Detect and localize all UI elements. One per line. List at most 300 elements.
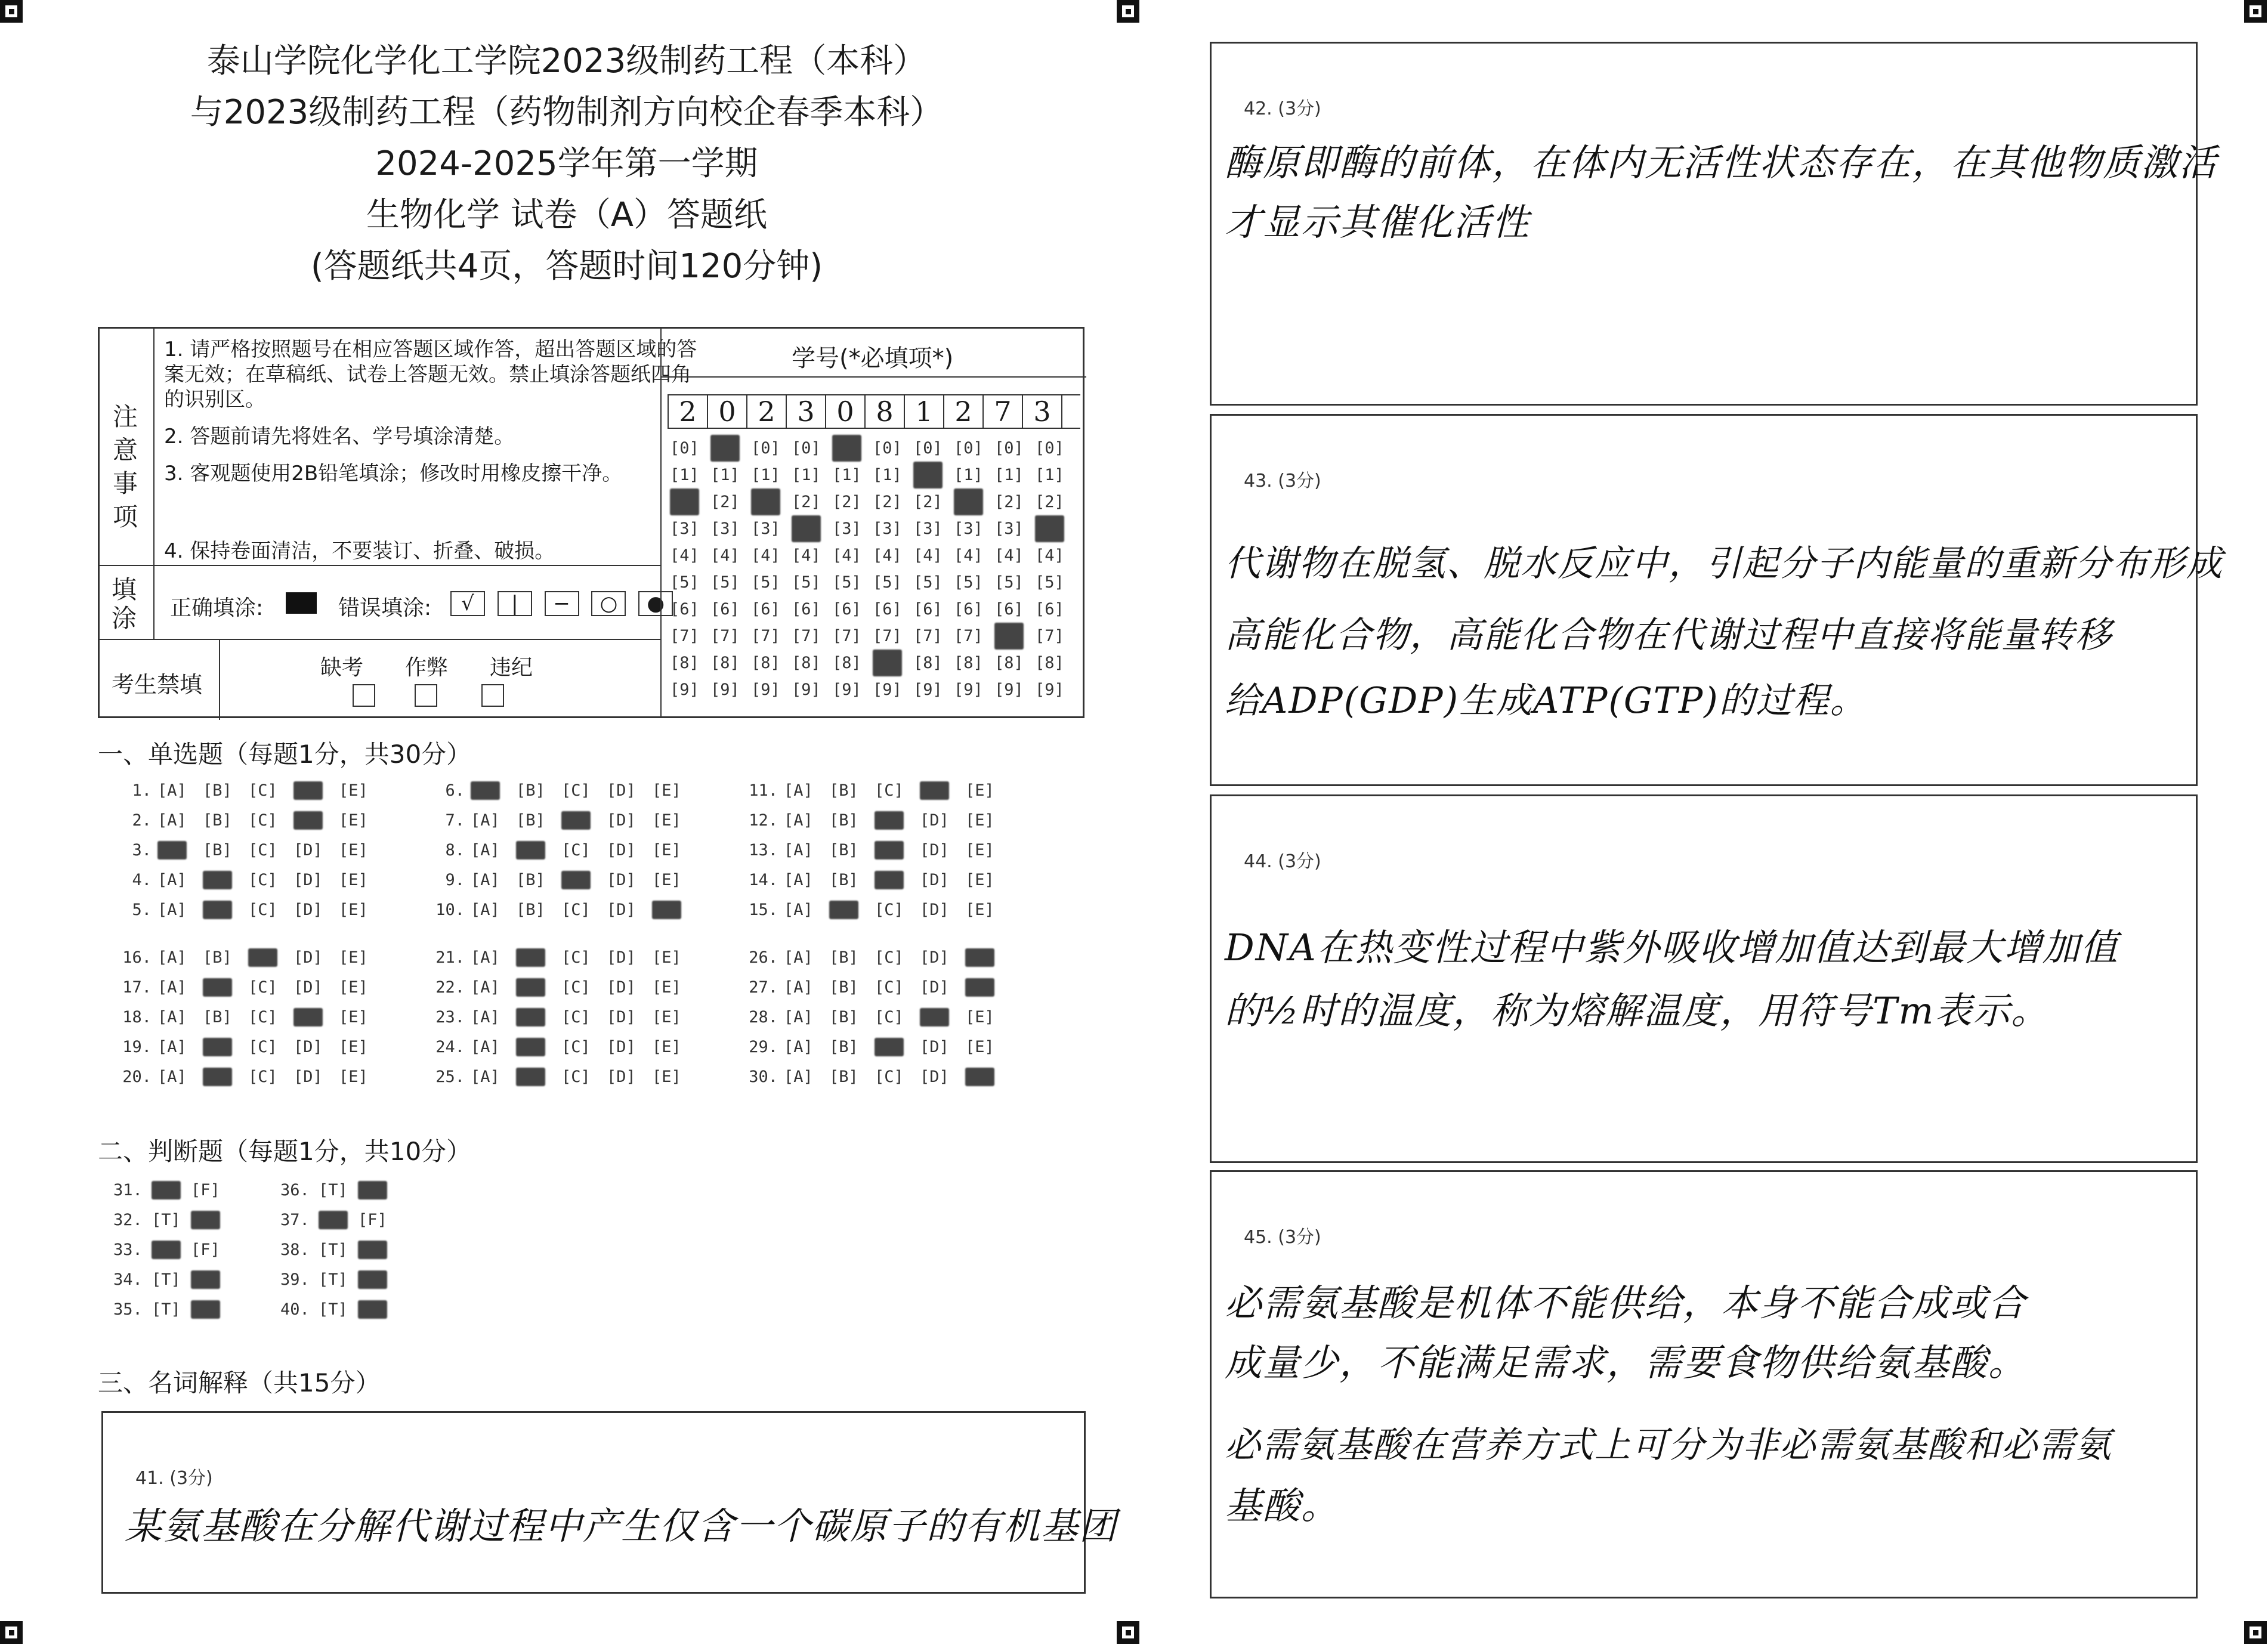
mc-option-bubble[interactable]: [D] bbox=[920, 811, 949, 830]
mc-option-bubble[interactable]: [C] bbox=[875, 901, 904, 919]
mc-option-bubble[interactable]: [D] bbox=[920, 1068, 949, 1086]
mc-option-bubble[interactable]: [E] bbox=[339, 978, 368, 997]
id-bubble[interactable]: [9] bbox=[792, 681, 821, 699]
mc-question-row[interactable] bbox=[113, 811, 384, 830]
mc-option-bubble[interactable]: [A] bbox=[784, 811, 813, 830]
mc-option-bubble[interactable]: [B] bbox=[829, 781, 858, 800]
mc-option-bubble[interactable]: [C] bbox=[248, 1008, 277, 1026]
mc-option-bubble[interactable]: [D] bbox=[607, 901, 636, 919]
tf-question-row[interactable] bbox=[113, 1270, 230, 1289]
mc-option-bubble[interactable]: [E] bbox=[652, 901, 681, 919]
mc-option-bubble[interactable]: [A] bbox=[157, 948, 187, 967]
tf-option-bubble[interactable]: [T] bbox=[319, 1300, 348, 1319]
mc-option-bubble[interactable]: [C] bbox=[248, 1038, 277, 1056]
mc-option-bubble[interactable]: [E] bbox=[339, 871, 368, 889]
mc-option-bubble[interactable]: [E] bbox=[965, 901, 994, 919]
mc-option-bubble[interactable]: [B] bbox=[203, 1068, 232, 1086]
mc-option-bubble[interactable]: [B] bbox=[516, 841, 545, 859]
id-bubble[interactable]: [8] bbox=[994, 654, 1024, 672]
id-bubble[interactable]: [2] bbox=[832, 493, 861, 511]
mc-option-bubble[interactable]: [D] bbox=[293, 1038, 323, 1056]
id-bubble[interactable]: [9] bbox=[954, 681, 983, 699]
id-bubble[interactable]: [9] bbox=[1035, 681, 1064, 699]
mc-question-row[interactable] bbox=[740, 1008, 1011, 1026]
id-bubble[interactable]: [9] bbox=[710, 681, 740, 699]
mc-option-bubble[interactable]: [A] bbox=[471, 901, 500, 919]
mc-option-bubble[interactable]: [D] bbox=[920, 781, 949, 800]
answer-box-q41[interactable] bbox=[101, 1411, 1118, 1594]
id-bubble[interactable]: [0] bbox=[670, 439, 699, 457]
id-bubble[interactable]: [8] bbox=[913, 654, 943, 672]
id-bubble[interactable]: [8] bbox=[832, 654, 861, 672]
mc-question-row[interactable] bbox=[740, 1038, 1011, 1056]
mc-option-bubble[interactable]: [A] bbox=[157, 811, 187, 830]
mc-option-bubble[interactable]: [E] bbox=[339, 1068, 368, 1086]
mc-option-bubble[interactable]: [E] bbox=[965, 1008, 994, 1026]
mc-option-bubble[interactable]: [B] bbox=[203, 1008, 232, 1026]
tf-question-row[interactable] bbox=[113, 1211, 230, 1229]
mc-option-bubble[interactable]: [B] bbox=[516, 811, 545, 830]
mc-option-bubble[interactable]: [E] bbox=[339, 1038, 368, 1056]
mc-option-bubble[interactable]: [A] bbox=[471, 1068, 500, 1086]
id-bubble[interactable]: [1] bbox=[873, 466, 902, 484]
mc-question-row[interactable] bbox=[113, 781, 384, 800]
tf-option-bubble[interactable]: [F] bbox=[358, 1181, 387, 1199]
mc-option-bubble[interactable]: [C] bbox=[561, 841, 591, 859]
mc-option-bubble[interactable]: [E] bbox=[965, 841, 994, 859]
mc-option-bubble[interactable]: [B] bbox=[516, 781, 545, 800]
id-bubble[interactable]: [0] bbox=[913, 439, 943, 457]
id-bubble[interactable]: [9] bbox=[994, 681, 1024, 699]
mc-option-bubble[interactable]: [C] bbox=[875, 871, 904, 889]
id-bubble[interactable]: [9] bbox=[873, 681, 902, 699]
mc-option-bubble[interactable]: [B] bbox=[829, 978, 858, 997]
mc-option-bubble[interactable]: [A] bbox=[471, 781, 500, 800]
mc-option-bubble[interactable]: [C] bbox=[875, 1068, 904, 1086]
mc-option-bubble[interactable]: [A] bbox=[157, 1068, 187, 1086]
mc-option-bubble[interactable]: [D] bbox=[607, 871, 636, 889]
mc-option-bubble[interactable]: [C] bbox=[248, 1068, 277, 1086]
mc-option-bubble[interactable]: [A] bbox=[784, 1068, 813, 1086]
mc-option-bubble[interactable]: [E] bbox=[339, 948, 368, 967]
mc-option-bubble[interactable]: [C] bbox=[875, 1008, 904, 1026]
mc-option-bubble[interactable]: [E] bbox=[652, 1038, 681, 1056]
id-bubble[interactable]: [1] bbox=[710, 466, 740, 484]
id-bubble[interactable]: [1] bbox=[954, 466, 983, 484]
tf-option-bubble[interactable]: [F] bbox=[358, 1241, 387, 1259]
id-bubble[interactable]: [2] bbox=[1035, 493, 1064, 511]
mc-option-bubble[interactable]: [C] bbox=[875, 1038, 904, 1056]
tf-option-bubble[interactable]: [T] bbox=[152, 1181, 181, 1199]
id-bubble[interactable]: [7] bbox=[954, 627, 983, 645]
id-bubble[interactable]: [5] bbox=[710, 573, 740, 592]
answer-box-q43[interactable] bbox=[1210, 414, 2223, 786]
mc-option-bubble[interactable]: [A] bbox=[784, 871, 813, 889]
id-bubble[interactable]: [2] bbox=[913, 493, 943, 511]
mc-option-bubble[interactable]: [E] bbox=[965, 871, 994, 889]
mc-option-bubble[interactable]: [C] bbox=[248, 871, 277, 889]
mc-option-bubble[interactable]: [B] bbox=[516, 948, 545, 967]
mc-option-bubble[interactable]: [A] bbox=[784, 841, 813, 859]
mc-option-bubble[interactable]: [D] bbox=[293, 948, 323, 967]
mc-question-row[interactable] bbox=[427, 871, 697, 889]
id-bubble[interactable]: [2] bbox=[873, 493, 902, 511]
tf-option-bubble[interactable]: [T] bbox=[319, 1181, 348, 1199]
mc-option-bubble[interactable]: [B] bbox=[829, 841, 858, 859]
answer-box-q44[interactable] bbox=[1210, 794, 2198, 1163]
id-bubble[interactable]: [3] bbox=[670, 520, 699, 538]
id-bubble[interactable]: [6] bbox=[873, 600, 902, 619]
mc-question-row[interactable] bbox=[427, 901, 697, 919]
mc-option-bubble[interactable]: [A] bbox=[471, 1008, 500, 1026]
id-bubble[interactable]: [4] bbox=[792, 546, 821, 565]
mc-option-bubble[interactable]: [A] bbox=[784, 948, 813, 967]
mc-question-row[interactable] bbox=[427, 1038, 697, 1056]
tf-option-bubble[interactable]: [F] bbox=[191, 1300, 220, 1319]
mc-question-row[interactable] bbox=[113, 948, 384, 967]
mc-option-bubble[interactable]: [C] bbox=[875, 948, 904, 967]
mc-question-row[interactable] bbox=[740, 901, 1011, 919]
mc-question-row[interactable] bbox=[427, 841, 697, 859]
cheat-checkbox[interactable] bbox=[415, 684, 437, 707]
id-bubble[interactable]: [0] bbox=[954, 439, 983, 457]
id-bubble[interactable]: [0] bbox=[994, 439, 1024, 457]
id-bubble[interactable]: [5] bbox=[1035, 573, 1064, 592]
id-bubble[interactable]: [3] bbox=[751, 520, 780, 538]
mc-option-bubble[interactable]: [A] bbox=[157, 901, 187, 919]
id-bubble[interactable]: [8] bbox=[670, 654, 699, 672]
id-bubble[interactable]: [0] bbox=[1035, 439, 1064, 457]
mc-option-bubble[interactable]: [D] bbox=[293, 1008, 323, 1026]
absent-checkbox[interactable] bbox=[353, 684, 375, 707]
mc-option-bubble[interactable]: [D] bbox=[607, 1068, 636, 1086]
id-bubble[interactable]: [7] bbox=[913, 627, 943, 645]
tf-option-bubble[interactable]: [F] bbox=[358, 1300, 387, 1319]
mc-option-bubble[interactable]: [D] bbox=[607, 841, 636, 859]
id-bubble[interactable]: [1] bbox=[832, 466, 861, 484]
mc-option-bubble[interactable]: [D] bbox=[293, 811, 323, 830]
mc-option-bubble[interactable]: [E] bbox=[339, 901, 368, 919]
id-bubble[interactable]: [3] bbox=[913, 520, 943, 538]
mc-option-bubble[interactable]: [B] bbox=[829, 1038, 858, 1056]
mc-option-bubble[interactable]: [E] bbox=[965, 1038, 994, 1056]
tf-question-row[interactable] bbox=[113, 1241, 230, 1259]
mc-option-bubble[interactable]: [C] bbox=[248, 978, 277, 997]
mc-option-bubble[interactable]: [A] bbox=[784, 901, 813, 919]
mc-option-bubble[interactable]: [B] bbox=[203, 901, 232, 919]
tf-question-row[interactable] bbox=[280, 1181, 397, 1199]
mc-option-bubble[interactable]: [C] bbox=[561, 811, 591, 830]
id-bubble[interactable]: [6] bbox=[832, 600, 861, 619]
id-bubble[interactable]: [7] bbox=[792, 627, 821, 645]
tf-option-bubble[interactable]: [T] bbox=[319, 1241, 348, 1259]
id-bubble[interactable]: [1] bbox=[792, 466, 821, 484]
mc-option-bubble[interactable]: [C] bbox=[561, 1038, 591, 1056]
mc-option-bubble[interactable]: [E] bbox=[339, 841, 368, 859]
tf-question-row[interactable] bbox=[113, 1300, 230, 1319]
id-bubble[interactable]: [7] bbox=[751, 627, 780, 645]
mc-option-bubble[interactable]: [E] bbox=[965, 811, 994, 830]
mc-question-row[interactable] bbox=[113, 1068, 384, 1086]
id-bubble[interactable]: [6] bbox=[1035, 600, 1064, 619]
id-bubble[interactable]: [4] bbox=[913, 546, 943, 565]
mc-option-bubble[interactable]: [A] bbox=[471, 841, 500, 859]
id-bubble[interactable]: [2] bbox=[710, 493, 740, 511]
id-bubble[interactable]: [5] bbox=[832, 573, 861, 592]
mc-option-bubble[interactable]: [E] bbox=[652, 978, 681, 997]
id-bubble[interactable]: [8] bbox=[1035, 654, 1064, 672]
id-bubble[interactable]: [8] bbox=[710, 654, 740, 672]
id-bubble[interactable]: [5] bbox=[913, 573, 943, 592]
mc-option-bubble[interactable]: [C] bbox=[248, 811, 277, 830]
mc-option-bubble[interactable]: [D] bbox=[293, 901, 323, 919]
mc-question-row[interactable] bbox=[113, 1038, 384, 1056]
mc-option-bubble[interactable]: [E] bbox=[965, 781, 994, 800]
mc-option-bubble[interactable]: [C] bbox=[875, 841, 904, 859]
mc-option-bubble[interactable]: [D] bbox=[920, 1008, 949, 1026]
mc-option-bubble[interactable]: [B] bbox=[203, 1038, 232, 1056]
mc-question-row[interactable] bbox=[427, 781, 697, 800]
id-bubble[interactable]: [3] bbox=[832, 520, 861, 538]
mc-option-bubble[interactable]: [C] bbox=[561, 871, 591, 889]
mc-option-bubble[interactable]: [D] bbox=[293, 781, 323, 800]
mc-option-bubble[interactable]: [C] bbox=[248, 781, 277, 800]
id-bubble[interactable]: [1] bbox=[670, 466, 699, 484]
mc-option-bubble[interactable]: [C] bbox=[561, 978, 591, 997]
mc-option-bubble[interactable]: [E] bbox=[652, 871, 681, 889]
id-bubble[interactable]: [8] bbox=[873, 650, 913, 676]
tf-option-bubble[interactable]: [T] bbox=[152, 1241, 181, 1259]
id-bubble[interactable]: [1] bbox=[994, 466, 1024, 484]
mc-option-bubble[interactable]: [D] bbox=[920, 1038, 949, 1056]
mc-option-bubble[interactable]: [C] bbox=[875, 811, 904, 830]
mc-option-bubble[interactable]: [A] bbox=[784, 1038, 813, 1056]
mc-option-bubble[interactable]: [C] bbox=[561, 1068, 591, 1086]
mc-option-bubble[interactable]: [A] bbox=[157, 1008, 187, 1026]
mc-option-bubble[interactable]: [D] bbox=[607, 948, 636, 967]
tf-option-bubble[interactable]: [F] bbox=[358, 1270, 387, 1289]
mc-question-row[interactable] bbox=[740, 781, 1011, 800]
mc-option-bubble[interactable]: [B] bbox=[829, 871, 858, 889]
mc-question-row[interactable] bbox=[113, 841, 384, 859]
answer-box-q45[interactable] bbox=[1210, 1170, 2198, 1598]
mc-option-bubble[interactable]: [A] bbox=[784, 781, 813, 800]
mc-question-row[interactable] bbox=[427, 1068, 697, 1086]
mc-option-bubble[interactable]: [D] bbox=[920, 871, 949, 889]
id-bubble[interactable]: [1] bbox=[913, 462, 954, 488]
mc-option-bubble[interactable]: [B] bbox=[516, 978, 545, 997]
mc-option-bubble[interactable]: [C] bbox=[248, 901, 277, 919]
id-bubble[interactable]: [4] bbox=[751, 546, 780, 565]
mc-option-bubble[interactable]: [D] bbox=[920, 841, 949, 859]
mc-option-bubble[interactable]: [D] bbox=[607, 1008, 636, 1026]
mc-question-row[interactable] bbox=[740, 871, 1011, 889]
mc-option-bubble[interactable]: [C] bbox=[561, 1008, 591, 1026]
mc-option-bubble[interactable]: [C] bbox=[561, 948, 591, 967]
mc-question-row[interactable] bbox=[113, 901, 384, 919]
mc-option-bubble[interactable]: [E] bbox=[652, 948, 681, 967]
mc-option-bubble[interactable]: [E] bbox=[965, 978, 994, 997]
id-bubble[interactable]: [3] bbox=[710, 520, 740, 538]
mc-option-bubble[interactable]: [A] bbox=[784, 978, 813, 997]
mc-option-bubble[interactable]: [E] bbox=[652, 781, 681, 800]
id-bubble[interactable]: [2] bbox=[792, 493, 821, 511]
mc-option-bubble[interactable]: [B] bbox=[829, 811, 858, 830]
tf-option-bubble[interactable]: [F] bbox=[191, 1181, 220, 1199]
tf-option-bubble[interactable]: [F] bbox=[191, 1270, 220, 1289]
mc-option-bubble[interactable]: [A] bbox=[471, 978, 500, 997]
id-bubble[interactable]: [6] bbox=[994, 600, 1024, 619]
tf-question-row[interactable] bbox=[280, 1241, 397, 1259]
mc-option-bubble[interactable]: [E] bbox=[652, 811, 681, 830]
id-bubble[interactable]: [7] bbox=[670, 627, 699, 645]
mc-option-bubble[interactable]: [B] bbox=[516, 1038, 545, 1056]
tf-option-bubble[interactable]: [T] bbox=[319, 1211, 348, 1229]
mc-option-bubble[interactable]: [C] bbox=[875, 781, 904, 800]
id-bubble[interactable]: [6] bbox=[710, 600, 740, 619]
mc-option-bubble[interactable]: [A] bbox=[157, 978, 187, 997]
mc-option-bubble[interactable]: [D] bbox=[293, 841, 323, 859]
id-bubble[interactable]: [1] bbox=[1035, 466, 1064, 484]
id-bubble[interactable]: [2] bbox=[954, 488, 994, 515]
mc-option-bubble[interactable]: [B] bbox=[203, 978, 232, 997]
mc-question-row[interactable] bbox=[740, 841, 1011, 859]
student-id-bubble-grid[interactable] bbox=[670, 435, 1082, 703]
id-bubble[interactable]: [0] bbox=[710, 435, 751, 462]
mc-option-bubble[interactable]: [A] bbox=[157, 841, 187, 859]
mc-question-row[interactable] bbox=[113, 978, 384, 997]
id-bubble[interactable]: [7] bbox=[1035, 627, 1064, 645]
true-false-bubble-grid[interactable] bbox=[113, 1181, 471, 1330]
mc-option-bubble[interactable]: [A] bbox=[471, 871, 500, 889]
mc-option-bubble[interactable]: [E] bbox=[652, 1068, 681, 1086]
id-bubble[interactable]: [2] bbox=[751, 488, 792, 515]
id-bubble[interactable]: [5] bbox=[994, 573, 1024, 592]
id-bubble[interactable]: [5] bbox=[873, 573, 902, 592]
mc-option-bubble[interactable]: [E] bbox=[965, 948, 994, 967]
id-bubble[interactable]: [4] bbox=[994, 546, 1024, 565]
id-bubble[interactable]: [5] bbox=[670, 573, 699, 592]
mc-question-row[interactable] bbox=[113, 1008, 384, 1026]
id-bubble[interactable]: [1] bbox=[751, 466, 780, 484]
id-bubble[interactable]: [3] bbox=[1035, 515, 1076, 542]
id-bubble[interactable]: [6] bbox=[670, 600, 699, 619]
mc-question-row[interactable] bbox=[740, 978, 1011, 997]
id-bubble[interactable]: [4] bbox=[873, 546, 902, 565]
tf-option-bubble[interactable]: [T] bbox=[319, 1270, 348, 1289]
answer-box-q42[interactable] bbox=[1210, 42, 2218, 406]
id-bubble[interactable]: [8] bbox=[954, 654, 983, 672]
mc-option-bubble[interactable]: [B] bbox=[516, 901, 545, 919]
id-bubble[interactable]: [3] bbox=[873, 520, 902, 538]
id-bubble[interactable]: [7] bbox=[873, 627, 902, 645]
id-bubble[interactable]: [6] bbox=[751, 600, 780, 619]
mc-question-row[interactable] bbox=[427, 811, 697, 830]
mc-option-bubble[interactable]: [D] bbox=[920, 948, 949, 967]
mc-option-bubble[interactable]: [D] bbox=[607, 781, 636, 800]
id-bubble[interactable]: [6] bbox=[954, 600, 983, 619]
mc-question-row[interactable] bbox=[427, 1008, 697, 1026]
mc-option-bubble[interactable]: [B] bbox=[829, 1068, 858, 1086]
mc-option-bubble[interactable]: [B] bbox=[203, 841, 232, 859]
id-bubble[interactable]: [5] bbox=[954, 573, 983, 592]
mc-question-row[interactable] bbox=[427, 978, 697, 997]
id-bubble[interactable]: [0] bbox=[751, 439, 780, 457]
mc-option-bubble[interactable]: [B] bbox=[203, 781, 232, 800]
mc-option-bubble[interactable]: [C] bbox=[875, 978, 904, 997]
id-bubble[interactable]: [5] bbox=[751, 573, 780, 592]
mc-question-row[interactable] bbox=[740, 948, 1011, 967]
id-bubble[interactable]: [3] bbox=[792, 515, 832, 542]
mc-option-bubble[interactable]: [A] bbox=[471, 948, 500, 967]
tf-option-bubble[interactable]: [T] bbox=[152, 1300, 181, 1319]
id-bubble[interactable]: [9] bbox=[751, 681, 780, 699]
mc-option-bubble[interactable]: [E] bbox=[339, 781, 368, 800]
violation-checkbox[interactable] bbox=[481, 684, 504, 707]
mc-question-row[interactable] bbox=[113, 871, 384, 889]
mc-option-bubble[interactable]: [E] bbox=[652, 841, 681, 859]
id-bubble[interactable]: [7] bbox=[994, 623, 1035, 650]
mc-option-bubble[interactable]: [B] bbox=[203, 871, 232, 889]
mc-option-bubble[interactable]: [E] bbox=[339, 1008, 368, 1026]
tf-option-bubble[interactable]: [F] bbox=[191, 1241, 220, 1259]
id-bubble[interactable]: [9] bbox=[670, 681, 699, 699]
mc-option-bubble[interactable]: [A] bbox=[784, 1008, 813, 1026]
tf-option-bubble[interactable]: [F] bbox=[191, 1211, 220, 1229]
mc-option-bubble[interactable]: [D] bbox=[607, 978, 636, 997]
id-bubble[interactable]: [0] bbox=[792, 439, 821, 457]
id-bubble[interactable]: [6] bbox=[792, 600, 821, 619]
mc-option-bubble[interactable]: [C] bbox=[561, 781, 591, 800]
id-bubble[interactable]: [7] bbox=[832, 627, 861, 645]
id-bubble[interactable]: [8] bbox=[792, 654, 821, 672]
id-bubble[interactable]: [2] bbox=[670, 488, 710, 515]
id-bubble[interactable]: [6] bbox=[913, 600, 943, 619]
mc-question-row[interactable] bbox=[740, 811, 1011, 830]
id-bubble[interactable]: [3] bbox=[954, 520, 983, 538]
tf-question-row[interactable] bbox=[280, 1211, 397, 1229]
mc-option-bubble[interactable]: [B] bbox=[829, 1008, 858, 1026]
mc-option-bubble[interactable]: [A] bbox=[471, 811, 500, 830]
tf-question-row[interactable] bbox=[113, 1181, 230, 1199]
mc-option-bubble[interactable]: [E] bbox=[965, 1068, 994, 1086]
mc-option-bubble[interactable]: [A] bbox=[157, 1038, 187, 1056]
mc-option-bubble[interactable]: [D] bbox=[920, 901, 949, 919]
mc-option-bubble[interactable]: [E] bbox=[652, 1008, 681, 1026]
mc-option-bubble[interactable]: [D] bbox=[607, 1038, 636, 1056]
mc-option-bubble[interactable]: [D] bbox=[293, 1068, 323, 1086]
mc-option-bubble[interactable]: [B] bbox=[203, 948, 232, 967]
mc-option-bubble[interactable]: [B] bbox=[516, 1068, 545, 1086]
mc-option-bubble[interactable]: [C] bbox=[248, 948, 277, 967]
id-bubble[interactable]: [5] bbox=[792, 573, 821, 592]
tf-option-bubble[interactable]: [F] bbox=[358, 1211, 387, 1229]
id-bubble[interactable]: [4] bbox=[1035, 546, 1064, 565]
mc-option-bubble[interactable]: [D] bbox=[920, 978, 949, 997]
tf-option-bubble[interactable]: [T] bbox=[152, 1270, 181, 1289]
tf-option-bubble[interactable]: [T] bbox=[152, 1211, 181, 1229]
single-choice-bubble-grid[interactable] bbox=[113, 781, 1068, 1103]
mc-option-bubble[interactable]: [D] bbox=[293, 978, 323, 997]
id-bubble[interactable]: [7] bbox=[710, 627, 740, 645]
mc-option-bubble[interactable]: [B] bbox=[203, 811, 232, 830]
mc-option-bubble[interactable]: [C] bbox=[561, 901, 591, 919]
mc-question-row[interactable] bbox=[427, 948, 697, 967]
tf-question-row[interactable] bbox=[280, 1300, 397, 1319]
tf-question-row[interactable] bbox=[280, 1270, 397, 1289]
mc-option-bubble[interactable]: [B] bbox=[516, 1008, 545, 1026]
mc-option-bubble[interactable]: [A] bbox=[157, 781, 187, 800]
